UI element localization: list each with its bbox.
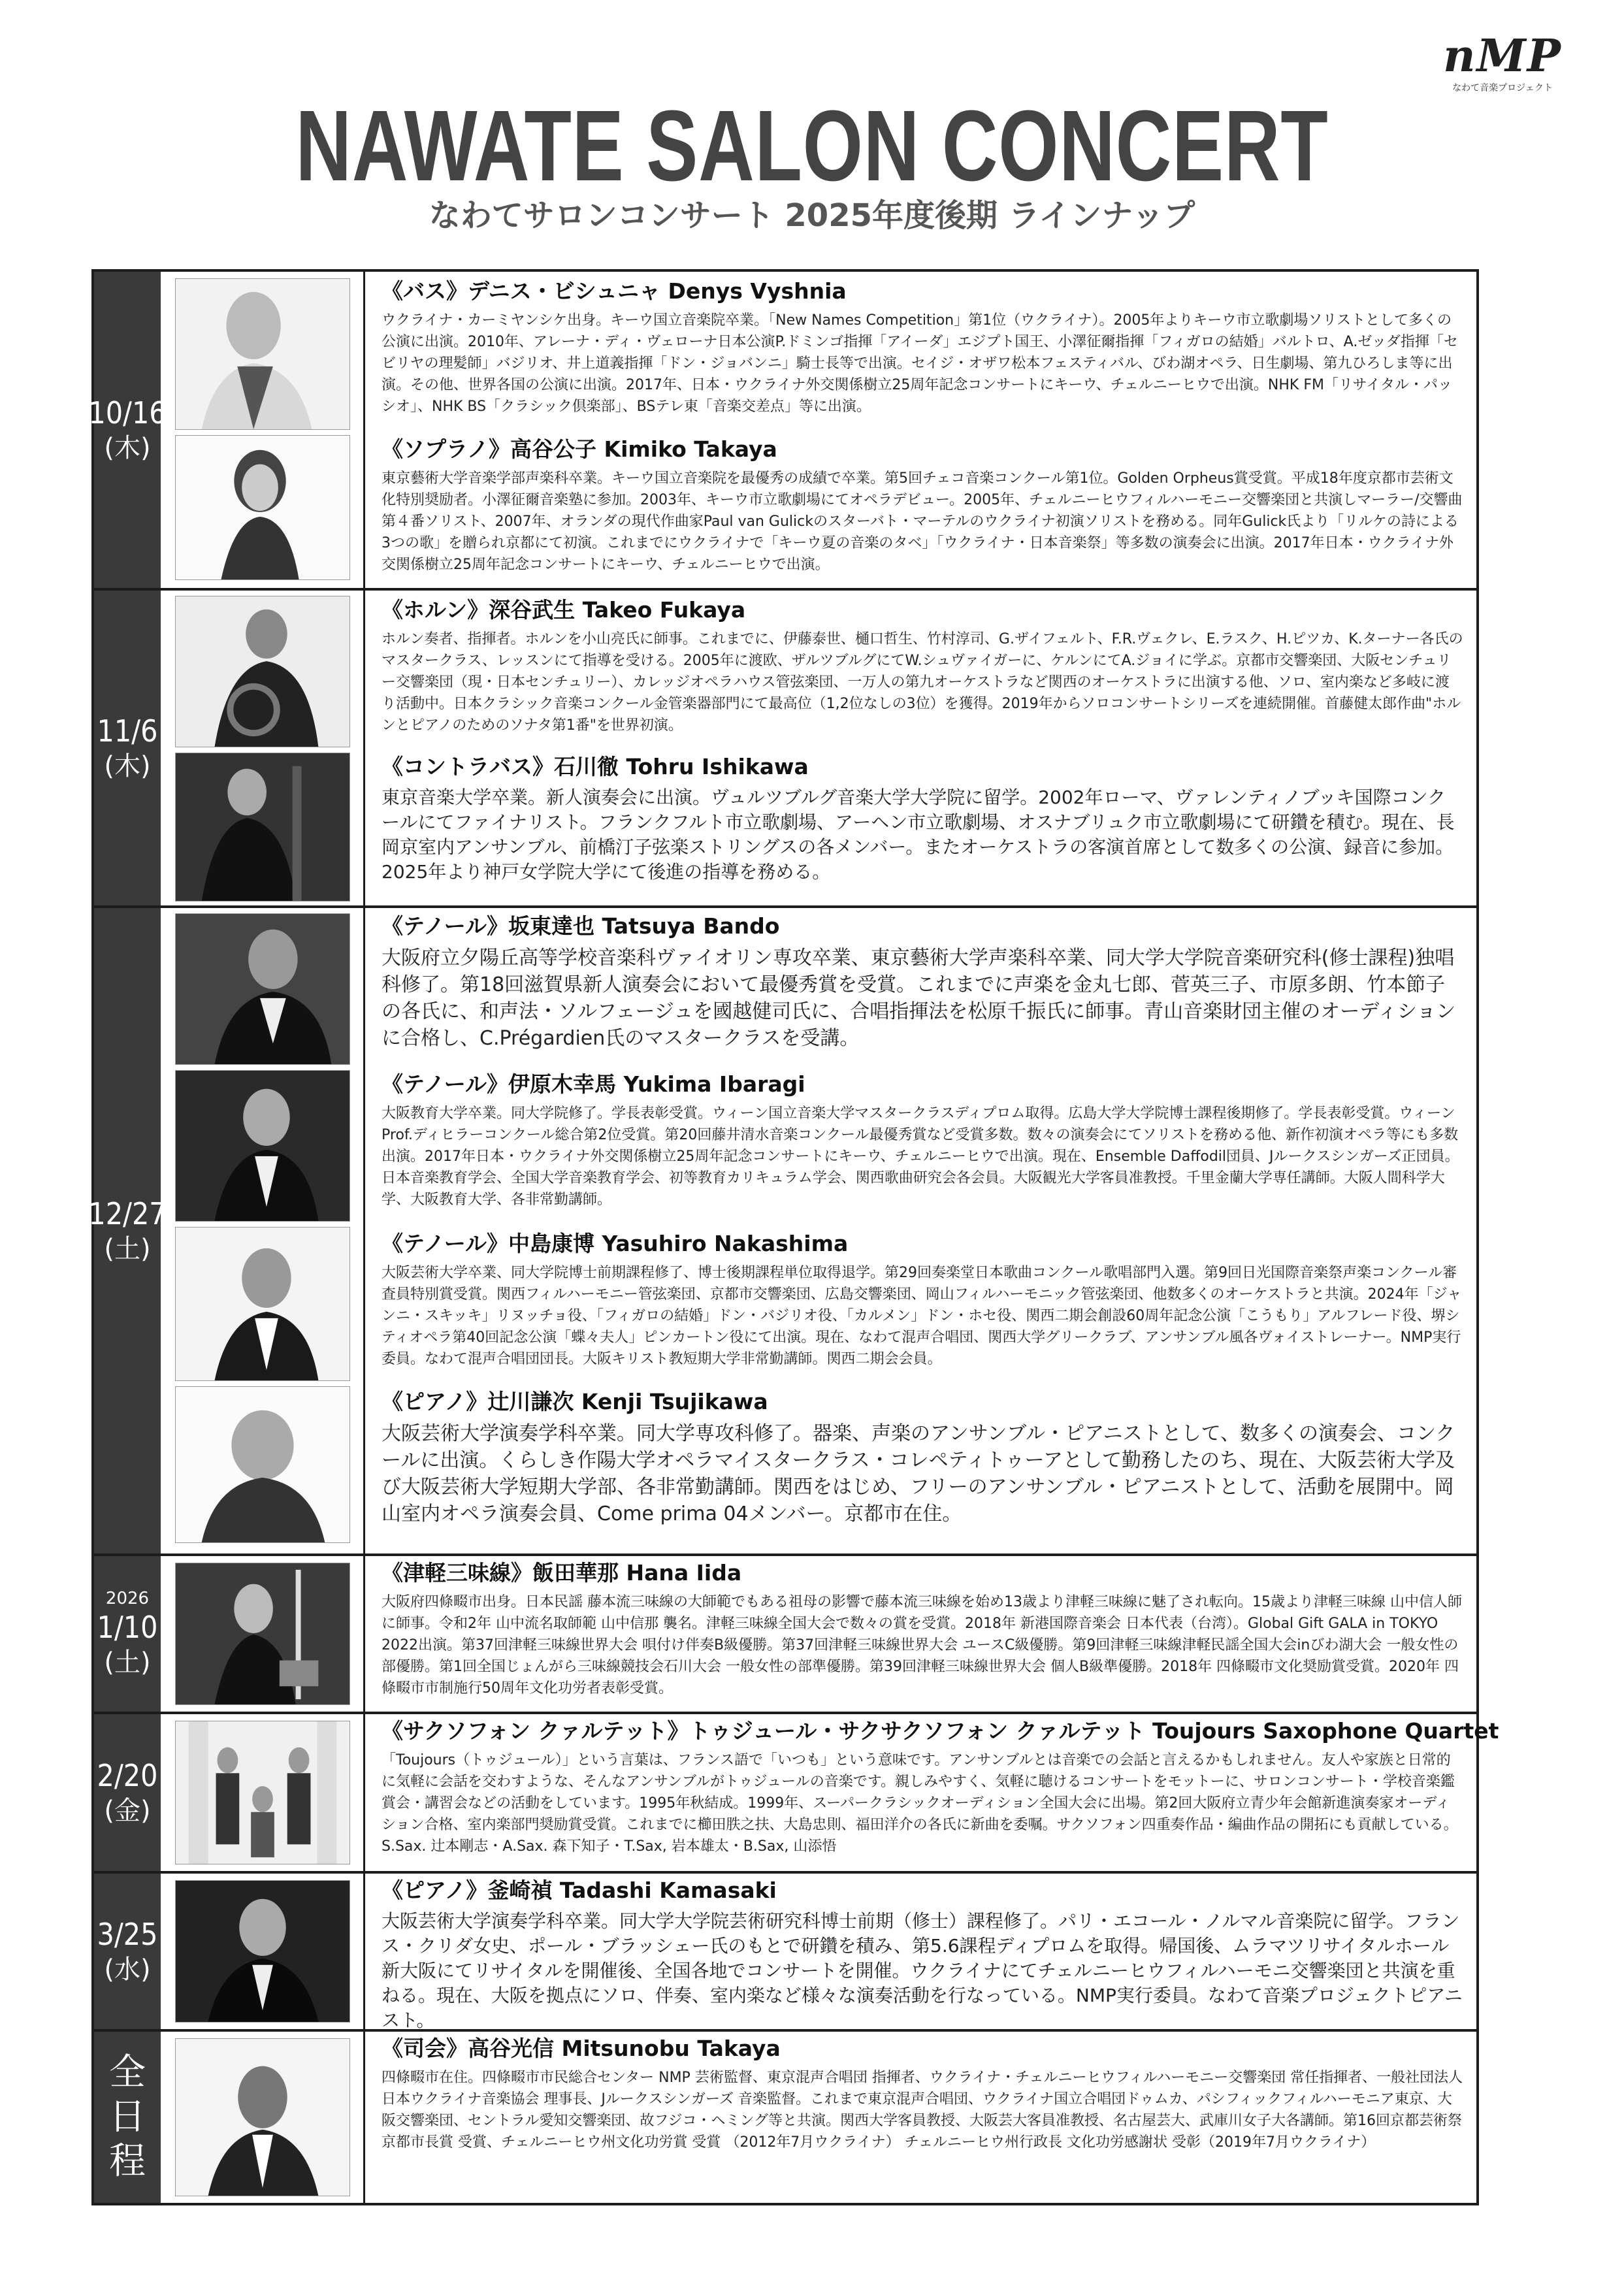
date-label: 2/20 — [97, 1758, 158, 1793]
performer-heading: 《サクソフォン クァルテット》トゥジュール・サクサクソフォン クァルテット Toujours Saxophone Quartet — [382, 1718, 1499, 1744]
performer-bio: 大阪府四條畷市出身。日本民謡 藤本流三味線の大師範でもある祖母の影響で藤本流三味線を始め13歳より津軽三味線に魅了され転向。15歳より津軽三味線 山中信人師に師事。令和2年 山中流名取師範 山中信那 襲名。津軽三味線全国大会で数々の賞を受賞。2018年 新港国際音楽会 日本代表（台湾）。Global Gift GALA in TOKYO 2022出演。第37回津軽三味線世界大会 唄付け伴奏B級優勝。第37回津軽三味線世界大会 ユースC級優勝。第9回津軽三味線津軽民謡全国大会inびわ湖大会 一般女性の部優勝。第1回全国じょんがら三味線競技会石川大会 一般女性の部準優勝。第39回津軽三味線世界大会 個人B級準優勝。2018年 四條畷市文化奨励賞受賞。2020年 四條畷市市制施行50周年文化功労者表彰受賞。 — [382, 1594, 1462, 1697]
logo-subtitle: なわて音楽プロジェクト — [1452, 83, 1553, 93]
performer-entry — [382, 1717, 1499, 1857]
performer-bio: 「Toujours（トゥジュール）」という言葉は、フランス語で「いつも」という意味です。アンサンブルとは音楽での会話と言えるかもしれません。友人や家族と日常的に気軽に会話を交わすような、そんなアンサンブルがトゥジュールの音楽です。親しみやすく、気軽に聴けるコンサートをモットーに、サロンコンサート・学校音楽鑑賞会・講習会などの活動をしています。1995年秋結成。1999年、スーパークラシックオーディション全国大会に出場。第2回大阪府立青少年会館新進演奏家オーディション合格、室内楽部門奨励賞受賞。これまでに櫛田胅之扶、大島忠則、福田洋介の各氏に新曲を委嘱。サクソフォン四重奏作品・編曲作品の開拓にも貢献している。S.Sax. 辻本剛志・A.Sax. 森下知子・T.Sax, 岩本雄太・B.Sax, 山添悟 — [382, 1752, 1458, 1855]
row-divider — [94, 905, 1476, 908]
date-label: 3/25 — [97, 1917, 158, 1952]
weekday-label: (木) — [104, 751, 151, 781]
row-divider — [94, 1553, 1476, 1556]
date-label: 12/27 — [88, 1196, 167, 1231]
performer-photo — [175, 278, 350, 430]
date-cell — [94, 591, 161, 905]
date-label: 10/16 — [88, 395, 167, 431]
page-subtitle: なわてサロンコンサート 2025年度後期 ラインナップ — [429, 197, 1195, 234]
column-divider — [363, 272, 365, 2203]
performer-heading: 《ホルン》深谷武生 Takeo Fukaya — [382, 597, 746, 623]
performer-heading: 《テノール》伊原木幸馬 Yukima Ibaragi — [382, 1071, 805, 1097]
performer-heading: 《津軽三味線》飯田華那 Hana Iida — [382, 1560, 742, 1586]
performer-photo — [175, 1880, 350, 2023]
performer-bio: 大阪芸術大学演奏学科卒業。同大学大学院芸術研究科博士前期（修士）課程修了。パリ・エコール・ノルマル音楽院に留学。フランス・クリダ女史、ポール・ブラッシェー氏のもとで研鑽を積み、第5.6課程ディプロムを取得。帰国後、ムラマツリサイタルホール新大阪にてリサイタルを開催後、全国各地でコンサートを開催。ウクライナにてチェルニーヒウフィルハーモニ交響楽団と共演を重ねる。現在、大阪を拠点にソロ、伴奏、室内楽など様々な演奏活動を行なっている。NMP実行委員。なわて音楽プロジェクトピアニスト。 — [382, 1910, 1463, 2031]
row-divider — [94, 588, 1476, 591]
project-logo — [1424, 30, 1581, 105]
performer-photo — [175, 435, 350, 580]
performer-bio: 大阪芸術大学卒業、同大学院博士前期課程修了、博士後期課程単位取得退学。第29回奏楽堂日本歌曲コンクール歌唱部門入選。第9回日光国際音楽祭声楽コンクール審査員特別賞受賞。関西フィルハーモニー管弦楽団、京都市交響楽団、広島交響楽団、岡山フィルハーモニック管弦楽団、他数多くのオーケストラと共演。2024年「ジャンニ・スキッキ」リヌッチョ役、「フィガロの結婚」ドン・バジリオ役、「カルメン」ドン・ホセ役、関西二期会創設60周年記念公演「こうもり」アルフレード役、堺シティオペラ第40回記念公演「蝶々夫人」ピンカートン役にて出演。現在、なわて混声合唱団、関西大学グリークラブ、アンサンブル風各ヴォイストレーナー。NMP実行委員。なわて混声合唱団団長。大阪キリスト教短期大学非常勤講師。関西二期会会員。 — [382, 1265, 1462, 1367]
performer-bio: 東京音楽大学卒業。新人演奏会に出演。ヴュルツブルグ音楽大学大学院に留学。2002年ローマ、ヴァレンティノブッキ国際コンクールにてファイナリスト。フランクフルト市立歌劇場、アーヘン市立歌劇場、オスナブリュク市立歌劇場にて研鑽を積む。現在、長岡京室内アンサンブル、前橋汀子弦楽ストリングスの各メンバー。またオーケストラの客演首席として数多くの公演、録音に参加。2025年より神戸女学院大学にて後進の指導を務める。 — [382, 787, 1455, 883]
performer-entry — [382, 753, 1463, 885]
performer-heading: 《ピアノ》釜崎禎 Tadashi Kamasaki — [382, 1878, 777, 1903]
date-cell — [88, 272, 167, 588]
performer-photo — [175, 913, 350, 1065]
performer-photo — [175, 1227, 350, 1381]
performer-heading: 《ソプラノ》高谷公子 Kimiko Takaya — [382, 436, 777, 462]
performer-photo — [175, 1070, 350, 1222]
performer-entry — [382, 1070, 1463, 1211]
performer-photo — [175, 596, 350, 747]
performer-bio: ウクライナ・カーミヤンシケ出身。キーウ国立音楽院卒業。「New Names Competition」第1位（ウクライナ）。2005年よりキーウ市立歌劇場ソリストとして多くの公演に出演。2010年、アレーナ・ディ・ヴェローナ日本公演P.ドミンゴ指揮「アイーダ」エジプト国王、小澤征爾指揮「フィガロの結婚」バルトロ、A.ゼッダ指揮「セビリヤの理髪師」バジリオ、井上道義指揮「ドン・ジョバンニ」騎士長等で出演。セイジ・オザワ松本フェスティバル、びわ湖オペラ、日生劇場、第九ひろしま等に出演。その他、世界各国の公演に出演。2017年、日本・ウクライナ外交関係樹立25周年記念コンサートにキーウ、チェルニーヒウで出演。NHK FM「リサイタル・パッシオ」、NHK BS「クラシック倶楽部」、BSテレ東「音楽交差点」等に出演。 — [382, 312, 1458, 415]
date-label: 1/10 — [97, 1610, 158, 1645]
date-cell — [94, 1714, 161, 1871]
page-title: NAWATE SALON CONCERT — [295, 89, 1329, 202]
performer-bio: ホルン奏者、指揮者。ホルンを小山亮氏に師事。これまでに、伊藤泰世、樋口哲生、竹村淳司、G.ザイフェルト、F.R.ヴェクレ、E.ラスク、H.ピツカ、K.ターナー各氏のマスタークラス、レッスンにて指導を受ける。2005年に渡欧、ザルツブルグにてW.シュヴァイガーに、ケルンにてA.ジョイに学ぶ。京都市交響楽団、大阪センチュリー交響楽団（現・日本センチュリー）、カレッジオペラハウス管弦楽団、一万人の第九オーケストラなど関西のオーケストラに出演する他、ソロ、室内楽など多岐に渡り活動中。日本クラシック音楽コンクール金管楽器部門にて最高位（1,2位なしの3位）を獲得。2019年からソロコンサートシリーズを連続開催。首藤健太郎作曲"ホルンとピアノのためのソナタ第1番"を世界初演。 — [382, 631, 1463, 734]
date-cell — [94, 2032, 161, 2203]
performer-entry — [382, 1229, 1463, 1370]
performer-entry — [382, 912, 1463, 1052]
performer-photo — [175, 753, 350, 902]
row-divider — [94, 1712, 1476, 1714]
performer-photo — [175, 1386, 350, 1543]
performer-bio: 大阪芸術大学演奏学科卒業。同大学専攻科修了。器楽、声楽のアンサンブル・ピアニストとして、数多くの演奏会、コンクールに出演。くらしき作陽大学オペラマイスタークラス・コレペティトゥーアとして勤務したのち、現在、大阪芸術大学及び大阪芸術大学短期大学部、各非常勤講師。関西をはじめ、フリーのアンサンブル・ピアニストとして、活動を展開中。岡山室内オペラ演奏会員、Come prima 04メンバー。京都市在住。 — [382, 1422, 1455, 1525]
performer-entry — [382, 1559, 1463, 1699]
weekday-label: (土) — [104, 1234, 151, 1264]
weekday-label: (水) — [104, 1955, 151, 1985]
performer-bio: 大阪教育大学卒業。同大学院修了。学長表彰受賞。ウィーン国立音楽大学マスタークラスディプロム取得。広島大学大学院博士課程後期修了。学長表彰受賞。ウィーンProf.ディヒラーコンクール総合第2位受賞。第20回藤井清水音楽コンクール最優秀賞など受賞多数。数々の演奏会にてソリストを務める他、新作初演オペラ等にも多数出演。2017年日本・ウクライナ外交関係樹立25周年記念コンサートにキーウ、チェルニーヒウで出演。現在、Ensemble Daffodil団員、Jルークスシンガーズ正団員。日本音楽教育学会、全国大学音楽教育学会、初等教育カリキュラム学会、関西歌曲研究会各会員。大阪観光大学客員准教授。千里金蘭大学専任講師。大阪人間科学大学、大阪教育大学、各非常勤講師。 — [382, 1105, 1459, 1208]
weekday-label: (金) — [104, 1796, 151, 1826]
performer-heading: 《コントラバス》石川徹 Tohru Ishikawa — [382, 754, 809, 779]
date-cell — [94, 1556, 161, 1712]
performer-photo — [175, 1721, 350, 1864]
performer-bio: 東京藝術大学音楽学部声楽科卒業。キーウ国立音楽院を最優秀の成績で卒業。第5回チェコ音楽コンクール第1位。Golden Orpheus賞受賞。平成18年度京都市芸術文化特別奨励者。小澤征爾音楽塾に参加。2003年、キーウ市立歌劇場にてオペラデビュー。2005年、チェルニーヒウフィルハーモニー交響楽団と共演しマーラー/交響曲第４番ソリスト、2007年、オランダの現代作曲家Paul van Gulickのスターバト・マーテルのウクライナ初演ソリストを務める。同年Gulick氏より「リルケの詩による3つの歌」を贈られ京都にて初演。これまでにウクライナで「キーウ夏の音楽のタベ」「ウクライナ・日本音楽祭」等多数の演奏会に出演。2017年日本・ウクライナ外交関係樹立25周年記念コンサートにキーウ、チェルニーヒウで出演。 — [382, 470, 1463, 573]
row-divider — [94, 1871, 1476, 1874]
weekday-label: (木) — [104, 433, 151, 463]
performer-heading: 《司会》高谷光信 Mitsunobu Takaya — [382, 2036, 781, 2061]
performer-heading: 《テノール》坂東達也 Tatsuya Bando — [382, 913, 780, 939]
performer-heading: 《テノール》中島康博 Yasuhiro Nakashima — [382, 1231, 849, 1256]
logo-mark: nMP — [1443, 30, 1562, 82]
performer-entry — [382, 596, 1463, 736]
performer-entry — [382, 277, 1463, 417]
date-label: 11/6 — [97, 713, 158, 749]
performer-bio: 大阪府立夕陽丘高等学校音楽科ヴァイオリン専攻卒業、東京藝術大学声楽科卒業、同大学大学院音楽研究科(修士課程)独唱科修了。第18回滋賀県新人演奏会において最優秀賞を受賞。これまでに声楽を金丸七郎、菅英三子、市原多朗、竹本節子の各氏に、和声法・ソルフェージュを國越健司氏に、合唱指揮法を松原千振氏に師事。青山音楽財団主催のオーディションに合格し、C.Prégardien氏のマスタークラスを受講。 — [382, 947, 1456, 1050]
date-label: 全日程 — [109, 2051, 146, 2183]
program-table — [88, 269, 1499, 2205]
date-cell — [94, 1874, 161, 2029]
performer-entry — [382, 2034, 1463, 2153]
performer-entry — [382, 1388, 1463, 1527]
performer-photo — [175, 1563, 350, 1705]
year-label: 2026 — [105, 1589, 150, 1608]
performer-photo — [175, 2038, 350, 2196]
date-cell — [88, 908, 167, 1553]
performer-heading: 《バス》デニス・ビシュニャ Denys Vyshnia — [382, 278, 847, 304]
weekday-label: (土) — [104, 1648, 151, 1678]
performer-bio: 四條畷市在住。四條畷市市民総合センター NMP 芸術監督、東京混声合唱団 指揮者、ウクライナ・チェルニーヒウフィルハーモニー交響楽団 常任指揮者、一般社団法人 日本ウクライナ音楽協会 理事長、Jルークスシンガーズ 音楽監督。これまで東京混声合唱団、ウクライナ国立合唱団ドゥムカ、パシフィックフィルハーモニア東京、大阪交響楽団、セントラル愛知交響楽団、故フジコ・ヘミング等と共演。関西大学客員教授、大阪芸大客員准教授、名古屋芸大、武庫川女子大各講師。第16回京都芸術祭京都市長賞 受賞、チェルニーヒウ州文化功労賞 受賞 （2012年7月ウクライナ） チェルニーヒウ州行政長 文化功労感謝状 受彰（2019年7月ウクライナ） — [382, 2070, 1463, 2151]
performer-entry — [382, 435, 1463, 576]
performer-entry — [382, 1876, 1463, 2033]
performer-heading: 《ピアノ》辻川謙次 Kenji Tsujikawa — [382, 1389, 768, 1414]
